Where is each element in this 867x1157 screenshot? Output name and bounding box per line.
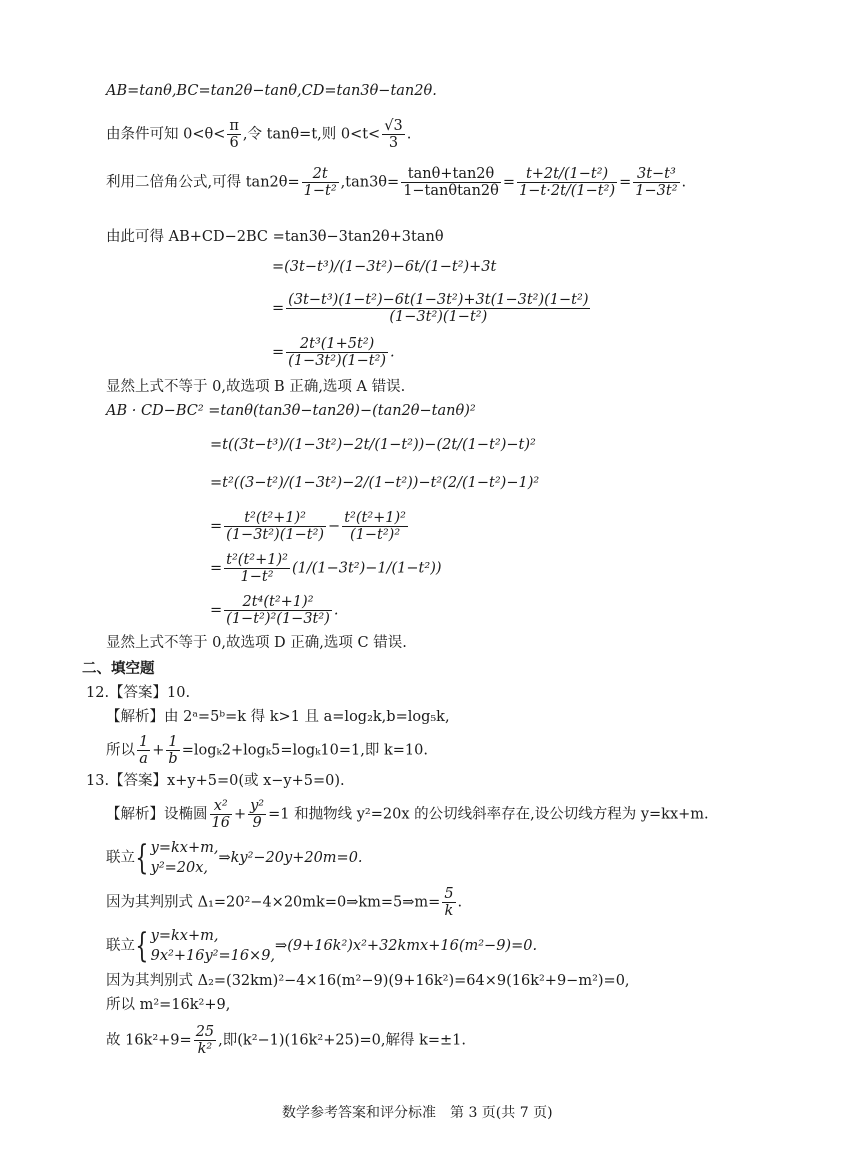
fraction-1-b: $\frac{1}{b}$	[168, 734, 178, 767]
fraction-5-k: $\frac{5}{k}$	[444, 886, 454, 919]
system-1: 联立{ y=kx+m, y²=20x, ⇒ky²−20y+20m=0.	[106, 838, 363, 878]
double-angle-text: 利用二倍角公式,可得 tan2θ=	[106, 174, 300, 191]
derivation-d-step4: = $\frac{\text{t²(t²+1)²}}{\text{1−t²}}$ (1/(1−3t²)−1/(1−t²))	[210, 552, 442, 585]
condition-text: 由条件可知 0<θ<	[106, 126, 226, 143]
derivation-b-step3: = $\frac{\text{2t³(1+5t²)}}{\text{(1−3t²)(1−t²)}}$ .	[272, 336, 395, 369]
line-conclusion-b: 显然上式不等于 0,故选项 B 正确,选项 A 错误.	[106, 379, 406, 395]
m-squared-line: 所以 m²=16k²+9,	[106, 997, 231, 1013]
line-derivation-d-head: AB · CD−BC² =tanθ(tan3θ−tan2θ)−(tan2θ−tanθ)²	[106, 403, 476, 419]
q13-analysis: 【解析】设椭圆 $\frac{\text{x²}}{16}$ + $\frac{\text{y²}}{9}$ =1 和抛物线 y²=20x 的公切线斜率存在,设公切线方程为 y=kx+m.	[106, 798, 709, 831]
line-condition: 由条件可知 0<θ< $\frac{\pi}{6}$ ,令 tanθ=t,则 0<t< $\frac{√3}{3}$ .	[106, 118, 412, 151]
derivation-d-step1: =t((3t−t³)/(1−3t²)−2t/(1−t²))−(2t/(1−t²)−t)²	[210, 437, 536, 453]
derivation-b-step1: =(3t−t³)/(1−3t²)−6t/(1−t²)+3t	[272, 259, 497, 275]
final-line: 故 16k²+9= $\frac{25}{\text{k²}}$ ,即(k²−1)(16k²+25)=0,解得 k=±1.	[106, 1024, 467, 1057]
system-2: 联立{ y=kx+m, 9x²+16y²=16×9, ⇒(9+16k²)x²+32kmx+16(m²−9)=0.	[106, 926, 538, 966]
fraction-pi-6: $\frac{\pi}{6}$	[229, 118, 239, 151]
q12-answer: 12.【答案】10.	[86, 685, 191, 701]
q12-analysis: 【解析】由 2ᵃ=5ᵇ=k 得 k>1 且 a=log₂k,b=log₅k,	[106, 709, 450, 725]
derivation-b-step2: = $\frac{\text{(3t−t³)(1−t²)−6t(1−3t²)+3t(1−3t²)(1−t²)}}{\text{(1−3t²)(1−t²)}}$	[272, 292, 589, 325]
fraction-25-k2: $\frac{25}{\text{k²}}$	[195, 1024, 215, 1057]
line-segment-lengths: AB=tanθ,BC=tan2θ−tanθ,CD=tan3θ−tan2θ.	[106, 83, 437, 99]
line-conclusion-d: 显然上式不等于 0,故选项 D 正确,选项 C 错误.	[106, 635, 407, 651]
fraction-tan2: $\frac{2t}{\text{1−t²}}$	[303, 166, 337, 199]
fraction-sqrt3-3: $\frac{√3}{3}$	[384, 118, 403, 151]
condition-text-2: ,令 tanθ=t,则 0<t<	[242, 126, 381, 143]
derivation-d-step3: = $\frac{\text{t²(t²+1)²}}{\text{(1−3t²)(1−t²)}}$ − $\frac{\text{t²(t²+1)²}}{\text{(1−t²)²}}$	[210, 510, 406, 543]
section-heading: 二、填空题	[82, 660, 155, 677]
fraction-tan3-result: $\frac{\text{3t−t³}}{\text{1−3t²}}$	[635, 166, 678, 199]
delta1-line: 因为其判别式 Δ₁=20²−4×20mk=0⇒km=5⇒m= $\frac{5}{k}$ .	[106, 886, 463, 919]
line-derivation-b-head: 由此可得 AB+CD−2BC =tan3θ−3tan2θ+3tanθ	[106, 229, 444, 245]
derivation-d-step2: =t²((3−t²)/(1−3t²)−2/(1−t²))−t²(2/(1−t²)−1)²	[210, 475, 540, 491]
fraction-tan3-nested: $\frac{\text{t+2t/(1−t²)}}{\text{1−t·2t/(1−t²)}}$	[519, 166, 616, 199]
derivation-d-step5: = $\frac{\text{2t⁴(t²+1)²}}{\text{(1−t²)²(1−3t²)}}$ .	[210, 594, 339, 627]
fraction-1-a: $\frac{1}{a}$	[139, 734, 149, 767]
fraction-tan3-ratio: $\frac{\tan\theta+\tan 2\theta}{1-\tan\theta\tan 2\theta}$	[403, 166, 499, 199]
delta2-line: 因为其判别式 Δ₂=(32km)²−4×16(m²−9)(9+16k²)=64×9(16k²+9−m²)=0,	[106, 973, 630, 989]
page-footer: 数学参考答案和评分标准 第 3 页(共 7 页)	[282, 1105, 553, 1121]
q13-answer: 13.【答案】x+y+5=0(或 x−y+5=0).	[86, 773, 345, 789]
fraction-x2-16: $\frac{\text{x²}}{16}$	[211, 798, 230, 831]
fraction-y2-9: $\frac{\text{y²}}{9}$	[250, 798, 265, 831]
tan3-label: ,tan3θ=	[340, 174, 400, 191]
q12-conclusion: 所以 $\frac{1}{a}$ + $\frac{1}{b}$ =logₖ2+logₖ5=logₖ10=1,即 k=10.	[106, 734, 428, 767]
line-double-angle: 利用二倍角公式,可得 tan2θ= $\frac{2t}{\text{1−t²}}$ ,tan3θ= $\frac{\tan\theta+\tan 2\theta}{1-\tan\theta\tan 2\theta}$ = $\frac{\text{t+2t/(1−t²)}}{\text{1−t·2t/(1−t²)}}$ = $\frac{\text{3t−t³}}{\text{1−3t²}}$ .	[106, 166, 687, 199]
